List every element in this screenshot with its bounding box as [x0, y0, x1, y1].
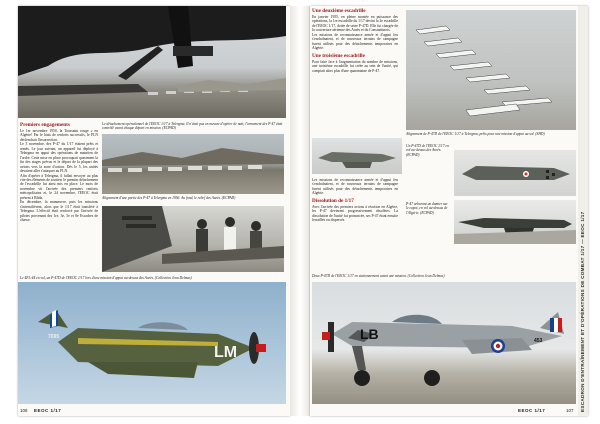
photo-p47-lb	[312, 282, 576, 404]
tail-number: 453	[534, 338, 543, 344]
section-heading: Une deuxième escadrille	[312, 8, 366, 14]
photo-middle-left	[102, 134, 284, 194]
paragraph: Afin d'opérer à Telergma, il fallait envoyer au plus vite des éléments de soutien; le premier détachement de l'escadrille fut ainsi mis en place. Le mois de novembre vit l'arrivée des premiers renforts métropolitains et, le 24 novembre, l'EEOC était présent à Blida.	[20, 173, 98, 200]
caption-top-photo: Alignement de P-47D de l'EEOC 1/17 à Telergma, prêts pour une mission d'appui au sol. (SHD)	[406, 132, 545, 136]
right-text-column-1	[312, 8, 398, 136]
section-heading: Premiers engagements	[20, 122, 70, 128]
caption-middle-left: Un P-47D de l'EEOC 1/17 en vol au-dessus des Aurès. (ECPAD)	[406, 144, 449, 157]
photo-lineup	[406, 10, 576, 130]
footer-label: EEOC 1/17	[518, 408, 546, 413]
caption-middle-photo: Alignement d'une partie des P-47 à Telergma en 1956. Au fond, le relief des Aurès. (ECPAD)	[102, 196, 236, 200]
page-number: 106	[20, 408, 28, 413]
photo-lower-middle	[454, 200, 576, 244]
photo-ground-crew	[102, 206, 284, 272]
paragraph: Le 3 novembre, des P-47 du 1/17 étaient prêts et armés. Le jour suivant, un appareil fut déployé à Telergma en appui des opérations de maintien de l'ordre. Cette mise en place provoquait quasiment la fin des stages prévus et le départ de la plupart des avions vers la zone d'action. Dès le 5, les unités devaient aller s'attaquer au FLN.	[20, 142, 98, 174]
photo-middle-right-small	[312, 138, 402, 174]
aircraft-code: LB	[360, 326, 379, 342]
photo-checkerboard-p47	[454, 150, 576, 196]
paragraph: Pour faire face à l'augmentation du nombre de missions, une troisième escadrille fut créée au sein de l'unité, qui comptait alors plus d'une quarantaine de P-47.	[312, 59, 398, 73]
caption-bottom-photo: Le 4FL-44 en vol, un P-47D de l'EEOC 1/17 lors d'une mission d'appui au-dessus des Aurès. (Collection Jean Delmas)	[20, 276, 192, 280]
photo-p47-lm	[18, 282, 286, 404]
section-heading: Dissolution de 1/17	[312, 197, 354, 204]
footer-label: EEOC 1/17	[34, 408, 62, 413]
left-page	[18, 6, 290, 416]
tail-number: 7695	[48, 334, 60, 340]
paragraph: En décembre, la manœuvre, puis les missions s'intensifièrent, alors que le 1/17 était transféré à Telergma. L'effectif était renforcé par l'arrivée de pilotes provenant des 1re, 3e, 5e et 8e Escadres de chasse.	[20, 200, 98, 223]
paragraph: Les missions de reconnaissance armée et d'appui feu s'enchaînaient, et de nouveaux terrains de campagne furent utilisés pour des détachements temporaires en Algérie.	[312, 178, 398, 196]
page-number: 107	[566, 408, 574, 413]
paragraph: Avec l'arrivée des premiers avions à réaction en Algérie, les P-47 devinrent progressivement obsolètes. La dissolution de l'unité fut prononcée, ses P-47 étant ensuite ferraillés ou dispersés.	[312, 204, 398, 223]
right-text-column-2	[312, 178, 398, 272]
vertical-sidebar	[578, 6, 588, 416]
book-gutter	[290, 6, 310, 416]
caption-top-photo: Le détachement opérationnel de l'EEOC 1/17 à Telergma. Il n'était pas en mesure d'opérer de nuit; l'armement des P-47 était contrôlé avant chaque départ en mission. (ECPAD)	[102, 122, 283, 131]
paragraph: En janvier 1955, en pleine montée en puissance des opérations, la 1re escadrille du 1/17 devint la 2e escadrille de l'EEOC 1/17, dotée de seize P-47D. Elle fut chargée de la couverture aérienne des Aurès et du Constantinois.	[312, 15, 398, 33]
section-heading: Une troisième escadrille	[312, 52, 365, 59]
caption-bottom-photo: Deux P-47D de l'EEOC 1/17 en stationnement avant une mission. (Collection Jean Delmas)	[312, 274, 445, 278]
paragraph: Les missions de reconnaissance armée et d'appui feu s'enchaînaient, et de nouveaux terrains de campagne furent utilisés pour des détachements temporaires en Algérie.	[312, 32, 398, 51]
photo-top-left	[18, 6, 286, 118]
vertical-title: ESCADRON D'ENTRAÎNEMENT ET D'OPÉRATIONS DE COMBAT 1/17 — EEOC 1/17	[580, 211, 585, 412]
caption-middle-photo: P-47 arborant un damier sur le capot, en vol au-dessus de l'Algérie. (ECPAD)	[406, 202, 448, 215]
left-text-column	[20, 122, 98, 274]
paragraph: Le 1er novembre 1950, la Toussaint rouge « en Algérie! Par le biais de renforts successifs, le FLN déclenchait l'insurrection.	[20, 129, 98, 142]
aircraft-code: LM	[214, 344, 238, 361]
right-page	[310, 6, 588, 416]
